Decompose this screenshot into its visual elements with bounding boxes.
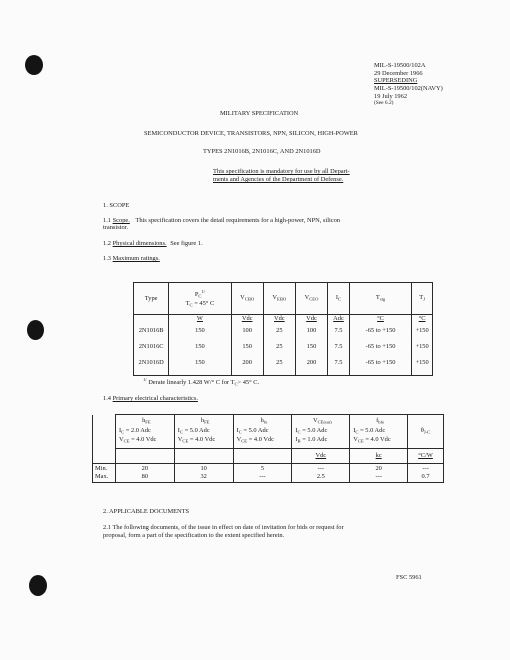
col-fhfe-header: $f_{hfe}$ $I_C = 5.0$ Adc $V_{CE} = 4.0$ Vdc <box>350 415 408 449</box>
vceo-cells: Vdc 100 150 200 <box>295 315 327 376</box>
col-vcesat-header: $V_{CE(sat)}$ $I_C = 5.0$ Adc $I_B = 1.0$ Adc <box>292 415 350 449</box>
tstg-cells: °C -65 to +150 -65 to +150 -65 to +150 <box>349 315 411 376</box>
punch-hole-middle <box>27 320 44 340</box>
para-1-2-num: 1.2 <box>103 240 111 247</box>
col-hfe-1-header: $h_{FE}$ $I_C = 2.0$ Adc $V_{CE} = 4.0$ Vdc <box>115 415 174 449</box>
col-vebo-header: $V_{EBO}$ <box>263 283 295 315</box>
para-1-2-title: Physical dimensions. <box>112 240 167 247</box>
para-1-4 <box>103 395 198 402</box>
prev-doc-number: MIL-S-19500/102(NAVY) <box>374 85 443 92</box>
vcbo-cells: Vdc 100 150 200 <box>231 315 263 376</box>
para-1-1-num: 1.1 <box>103 217 111 224</box>
fsc-code: FSC 5961 <box>396 574 422 581</box>
col-tstg-header: $T_{stg}$ <box>349 283 411 315</box>
para-1-4-num: 1.4 <box>103 395 111 402</box>
col-vceo-header: $V_{CEO}$ <box>295 283 327 315</box>
mandatory-line-1: This specification is mandatory for use by all Depart- <box>213 168 350 175</box>
col-theta-jc-header: $\theta_{J-C}$ <box>408 415 444 449</box>
punch-hole-bottom <box>29 575 47 596</box>
mandatory-line-2: ments and Agencies of the Department of Defense. <box>213 176 344 183</box>
para-1-1-title: Scope. <box>112 217 130 224</box>
para-1-3-num: 1.3 <box>103 255 111 262</box>
para-2-1-text-2: proposal, form a part of the specification to the extent specified herein. <box>103 532 285 539</box>
superseding-label: SUPERSEDING <box>374 77 418 84</box>
col-hfe-2-header: $h_{FE}$ $I_C = 5.0$ Adc $V_{CE} = 4.0$ Vdc <box>174 415 233 449</box>
fhfe-unit: kc <box>350 449 408 464</box>
theta-unit: °C/W <box>408 449 444 464</box>
para-1-2 <box>103 240 203 247</box>
see-note: (See 6.2) <box>374 100 394 106</box>
col-tj-header: $T_J$ <box>412 283 433 315</box>
maximum-ratings-table <box>133 282 433 376</box>
para-1-2-text: See figure 1. <box>170 240 203 247</box>
spec-subject: SEMICONDUCTOR DEVICE, TRANSISTORS, NPN, SILICON, HIGH-POWER <box>144 130 358 137</box>
elec-label-col-header <box>93 415 116 449</box>
electrical-characteristics-table <box>92 414 444 483</box>
ic-cells: Adc 7.5 7.5 7.5 <box>328 315 350 376</box>
col-ic-header: $I_C$ <box>328 283 350 315</box>
section-2-heading: 2. APPLICABLE DOCUMENTS <box>103 508 190 515</box>
elec-units-row <box>93 449 444 464</box>
doc-number: MIL-S-19500/102A <box>374 62 426 69</box>
type-cells: 2N1016B 2N1016C 2N1016D <box>134 315 169 376</box>
spec-types: TYPES 2N1016B, 2N1016C, AND 2N1016D <box>203 148 321 155</box>
min-max-labels: Min. Max. <box>93 464 116 483</box>
col-type-header: Type <box>134 283 169 315</box>
spec-title: MILITARY SPECIFICATION <box>220 110 299 117</box>
punch-hole-top <box>25 55 43 75</box>
elec-values-row: Min. Max. 20 80 10 32 5 --- --- 2.5 20 --- --- 0.7 <box>93 464 444 483</box>
para-1-3 <box>103 255 160 262</box>
para-1-1-text-2: transistor. <box>103 224 129 231</box>
para-2-1 <box>103 524 344 531</box>
para-2-1-num: 2.1 <box>103 524 111 531</box>
pc-cells: W 150 150 150 <box>169 315 231 376</box>
para-1-3-title: Maximum ratings. <box>112 255 160 262</box>
tj-cells: °C +150 +150 +150 <box>412 315 433 376</box>
para-2-1-text: The following documents, of the issue in effect on date of invitation for bids or request for <box>112 524 344 531</box>
para-1-1-text: This specification covers the detail requirements for a high-power, NPN, silicon <box>135 217 340 224</box>
vcesat-unit: Vdc <box>292 449 350 464</box>
prev-doc-date: 19 July 1962 <box>374 93 408 100</box>
para-1-1 <box>103 217 340 224</box>
col-pc-header: $P_C^{1/}$ $T_C = 45^\circ$ C <box>169 283 231 315</box>
ratings-footnote: $^{1/}$ Derate linearly 1.428 W/° C for $T_C> 45^\circ$ C. <box>143 377 260 387</box>
ratings-data-row <box>134 315 433 376</box>
doc-date: 29 December 1966 <box>374 70 423 77</box>
col-vcbo-header: $V_{CBO}$ <box>231 283 263 315</box>
col-hfe-small-header: $h_{fe}$ $I_C = 5.0$ Adc $V_{CE} = 4.0$ Vdc <box>233 415 292 449</box>
ratings-header-row <box>134 283 433 315</box>
elec-header-row <box>93 415 444 449</box>
para-1-4-title: Primary electrical characteristics. <box>112 395 198 402</box>
section-1-heading: 1. SCOPE <box>103 202 130 209</box>
vebo-cells: Vdc 25 25 25 <box>263 315 295 376</box>
